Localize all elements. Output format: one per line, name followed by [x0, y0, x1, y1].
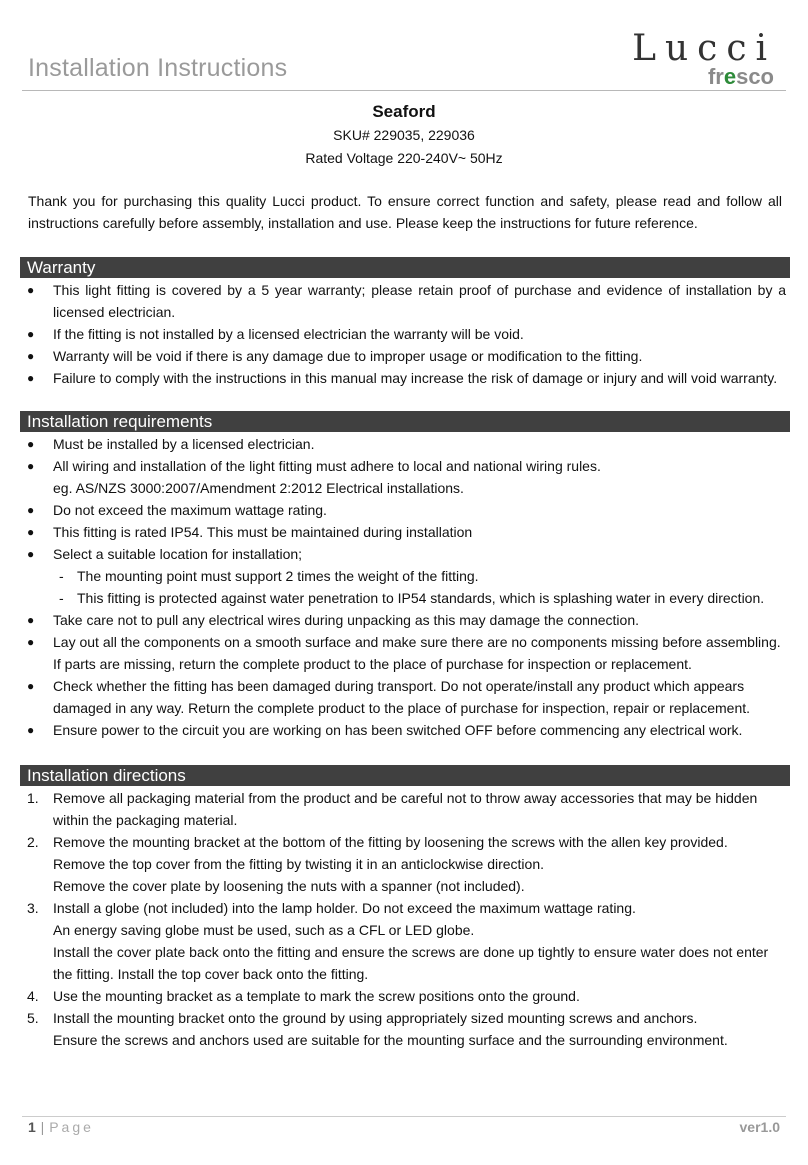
- bullet-icon: ●: [27, 547, 35, 561]
- bullet-icon: ●: [27, 283, 35, 297]
- step-item: 1. Remove all packaging material from the product and be careful not to throw away accessories that may be hidden within the packaging material.: [0, 787, 808, 831]
- sub-list-item: - The mounting point must support 2 times the weight of the fitting.: [0, 565, 808, 587]
- page-number: 1: [28, 1119, 37, 1135]
- list-item: ● Lay out all the components on a smooth surface and make sure there are no components missing before assembling.: [0, 631, 808, 653]
- page-label: Page: [49, 1119, 94, 1135]
- step-number: 5.: [27, 1010, 39, 1026]
- page-header-title: Installation Instructions: [28, 54, 288, 82]
- logo-fresco-text: fresco: [707, 64, 774, 89]
- bullet-icon: ●: [27, 437, 35, 451]
- list-item: ● Ensure power to the circuit you are working on has been switched OFF before commencing any electrical work.: [0, 719, 808, 741]
- bullet-icon: ●: [27, 613, 35, 627]
- bullet-icon: ●: [27, 525, 35, 539]
- product-sku: SKU# 229035, 229036: [333, 127, 475, 143]
- step-item: 3. Install a globe (not included) into the lamp holder. Do not exceed the maximum wattage rating. An energy saving globe must be used, such as a CFL or LED globe. Install the cover plate back onto the fitting and ensure the screws are done up tightly to ensure water does not enter the fitting. Install the top cover back onto the fitting.: [0, 897, 808, 985]
- list-item: ● Select a suitable location for installation;: [0, 543, 808, 565]
- list-item: ● Must be installed by a licensed electrician.: [0, 433, 808, 455]
- list-item: ● Do not exceed the maximum wattage rating.: [0, 499, 808, 521]
- bullet-icon: ●: [27, 503, 35, 517]
- intro-paragraph: Thank you for purchasing this quality Lucci product. To ensure correct function and safety, please read and follow all instructions carefully before assembly, installation and use. Please keep the instructions for future reference.: [28, 193, 782, 231]
- step-item: 4. Use the mounting bracket as a template to mark the screw positions onto the ground.: [0, 985, 808, 1007]
- list-item: ● Failure to comply with the instructions in this manual may increase the risk of damage or injury and will void warranty.: [0, 367, 808, 389]
- product-name: Seaford: [372, 102, 436, 121]
- directions-heading: Installation directions: [20, 765, 790, 786]
- step-item: 5. Install the mounting bracket onto the ground by using appropriately sized mounting screws and anchors. Ensure the screws and anchors used are suitable for the mounting surface and the surrounding environment.: [0, 1007, 808, 1051]
- step-number: 3.: [27, 900, 39, 916]
- version-label: ver1.0: [739, 1119, 780, 1135]
- warranty-list: [0, 279, 808, 389]
- directions-list: [0, 787, 808, 1051]
- bullet-icon: ●: [27, 349, 35, 363]
- bullet-icon: ●: [27, 679, 35, 693]
- requirements-heading: Installation requirements: [20, 411, 790, 432]
- header-divider: [22, 90, 786, 91]
- lucci-fresco-logo: [632, 28, 788, 90]
- page-indicator: 1 | Page: [28, 1119, 94, 1135]
- list-item: ● All wiring and installation of the light fitting must adhere to local and national wiring rules.: [0, 455, 808, 477]
- list-item: ● Check whether the fitting has been damaged during transport. Do not operate/install any product which appears damaged in any way. Return the complete product to the place of purchase for inspection, repair or replacement.: [0, 675, 808, 719]
- requirements-list: [0, 433, 808, 741]
- bullet-icon: ●: [27, 635, 35, 649]
- step-number: 4.: [27, 988, 39, 1004]
- bullet-icon: ●: [27, 327, 35, 341]
- step-number: 2.: [27, 834, 39, 850]
- dash-icon: -: [59, 568, 64, 584]
- logo-lucci-text: Lucci: [632, 28, 776, 69]
- list-item: ● This fitting is rated IP54. This must be maintained during installation: [0, 521, 808, 543]
- bullet-icon: ●: [27, 723, 35, 737]
- bullet-icon: ●: [27, 459, 35, 473]
- list-item: ● This light fitting is covered by a 5 year warranty; please retain proof of purchase and evidence of installation by a licensed electrician.: [0, 279, 808, 323]
- list-item-continuation: If parts are missing, return the complete product to the place of purchase for inspection or replacement.: [53, 656, 692, 672]
- step-number: 1.: [27, 790, 39, 806]
- list-item: ● Take care not to pull any electrical wires during unpacking as this may damage the connection.: [0, 609, 808, 631]
- product-voltage: Rated Voltage 220-240V~ 50Hz: [305, 150, 503, 166]
- sub-list-item: - This fitting is protected against water penetration to IP54 standards, which is splashing water in every direction.: [0, 587, 808, 609]
- list-item: ● Warranty will be void if there is any damage due to improper usage or modification to the fitting.: [0, 345, 808, 367]
- list-item: ● If the fitting is not installed by a licensed electrician the warranty will be void.: [0, 323, 808, 345]
- dash-icon: -: [59, 590, 64, 606]
- warranty-heading: Warranty: [20, 257, 790, 278]
- step-item: 2. Remove the mounting bracket at the bottom of the fitting by loosening the screws with the allen key provided. Remove the top cover from the fitting by twisting it in an anticlockwise direction. Remove the cover plate by loosening the nuts with a spanner (not included).: [0, 831, 808, 897]
- footer-divider: [22, 1116, 786, 1117]
- list-item-continuation: eg. AS/NZS 3000:2007/Amendment 2:2012 Electrical installations.: [53, 480, 464, 496]
- bullet-icon: ●: [27, 371, 35, 385]
